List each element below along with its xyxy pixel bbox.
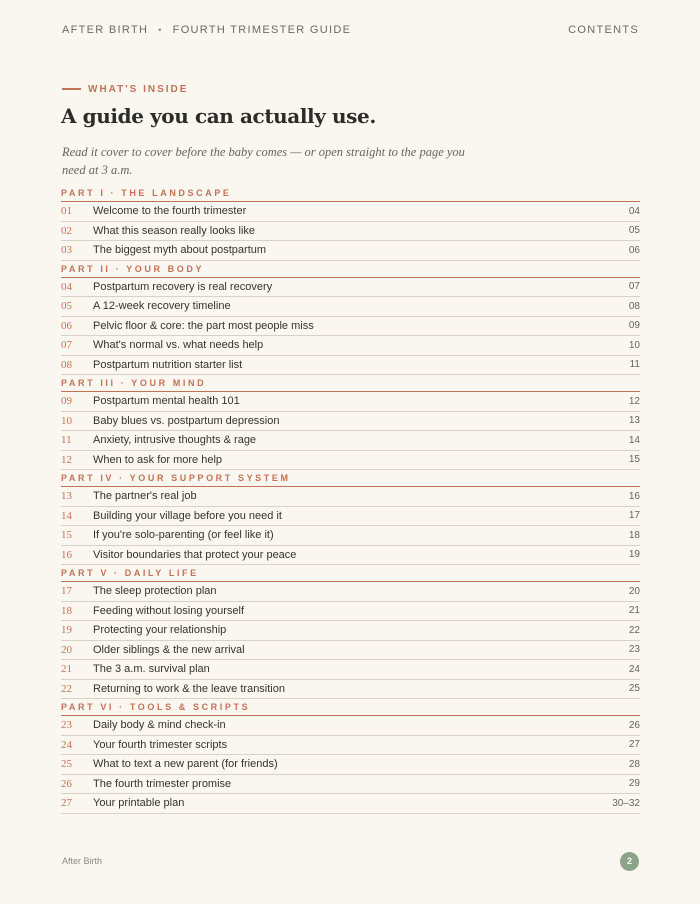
entry-number: 20 (61, 643, 72, 656)
page-title: A guide you can actually use. (61, 104, 376, 128)
entry-page: 19 (628, 549, 640, 561)
toc-entry[interactable] (61, 736, 640, 756)
part-heading: PART V · DAILY LIFE (61, 565, 640, 582)
part-heading: PART I · THE LANDSCAPE (61, 185, 640, 202)
entry-page: 25 (628, 683, 640, 695)
entry-page: 18 (628, 529, 640, 541)
entry-title: Your fourth trimester scripts (93, 738, 228, 751)
header-guide-name: FOURTH TRIMESTER GUIDE (172, 24, 352, 36)
section-eyebrow (62, 83, 188, 95)
entry-title: Postpartum recovery is real recovery (93, 280, 273, 293)
footer-brand: After Birth (62, 856, 103, 866)
toc-entry[interactable] (61, 278, 640, 298)
entry-number: 17 (61, 585, 72, 598)
entry-title: Baby blues vs. postpartum depression (93, 414, 280, 427)
entry-title: Pelvic floor & core: the part most people miss (93, 319, 314, 332)
page-number-badge: 2 (620, 852, 639, 871)
entry-number: 06 (61, 319, 72, 332)
toc-entry[interactable] (61, 660, 640, 680)
entry-title: Protecting your relationship (93, 624, 227, 637)
toc-entry[interactable] (61, 507, 640, 527)
entry-title: The 3 a.m. survival plan (93, 663, 210, 676)
entry-title: The biggest myth about postpartum (93, 244, 267, 257)
entry-page: 04 (628, 205, 640, 217)
header-separator-dot: • (158, 25, 163, 35)
toc-entry[interactable] (61, 775, 640, 795)
entry-page: 14 (628, 434, 640, 446)
toc-entry[interactable] (61, 794, 640, 814)
entry-title: If you're solo-parenting (or feel like it) (93, 529, 274, 542)
entry-number: 18 (61, 604, 72, 617)
entry-page: 06 (628, 244, 640, 256)
entry-number: 04 (61, 280, 72, 293)
entry-number: 25 (61, 758, 72, 771)
toc-entry[interactable] (61, 356, 640, 376)
entry-title: Returning to work & the leave transition (93, 682, 285, 695)
entry-title: What's normal vs. what needs help (93, 339, 264, 352)
entry-title: Anxiety, intrusive thoughts & rage (93, 434, 257, 447)
toc-entry[interactable] (61, 716, 640, 736)
entry-number: 19 (61, 624, 72, 637)
toc-entry[interactable] (61, 336, 640, 356)
entry-title: Older siblings & the new arrival (93, 643, 245, 656)
entry-page: 27 (628, 739, 640, 751)
toc-entry[interactable] (61, 755, 640, 775)
entry-title: The partner's real job (93, 490, 197, 503)
eyebrow-rule (62, 88, 81, 90)
entry-page: 07 (628, 281, 640, 293)
entry-number: 16 (61, 548, 72, 561)
header-brand: AFTER BIRTH (62, 24, 149, 36)
entry-title: Welcome to the fourth trimester (93, 205, 247, 218)
toc-entry[interactable] (61, 680, 640, 700)
entry-number: 15 (61, 529, 72, 542)
entry-page: 17 (628, 510, 640, 522)
entry-number: 01 (61, 205, 72, 218)
entry-number: 11 (61, 434, 72, 447)
entry-page: 28 (628, 758, 640, 770)
entry-page: 26 (628, 719, 640, 731)
entry-number: 09 (61, 395, 72, 408)
header-brand-group (62, 24, 351, 36)
entry-page: 09 (628, 320, 640, 332)
toc-entry[interactable] (61, 241, 640, 261)
toc-entry[interactable] (61, 392, 640, 412)
part-heading: PART II · YOUR BODY (61, 261, 640, 278)
table-of-contents (61, 185, 640, 814)
entry-number: 14 (61, 509, 72, 522)
toc-entry[interactable] (61, 582, 640, 602)
intro-text: Read it cover to cover before the baby comes — or open straight to the page you need at 3 a.m. (62, 145, 465, 177)
eyebrow-label: WHAT'S INSIDE (88, 83, 189, 95)
entry-page: 23 (628, 644, 640, 656)
entry-title: Postpartum mental health 101 (93, 395, 240, 408)
entry-title: Your printable plan (93, 797, 185, 810)
entry-title: What this season really looks like (93, 224, 256, 237)
entry-title: Visitor boundaries that protect your peace (93, 548, 297, 561)
toc-entry[interactable] (61, 202, 640, 222)
entry-page: 20 (628, 585, 640, 597)
toc-entry[interactable] (61, 546, 640, 566)
entry-page: 29 (628, 778, 640, 790)
entry-number: 21 (61, 663, 72, 676)
entry-title: Postpartum nutrition starter list (93, 358, 243, 371)
entry-title: A 12-week recovery timeline (93, 300, 231, 313)
entry-page: 13 (628, 415, 640, 427)
contents-link[interactable]: CONTENTS (568, 24, 639, 36)
entry-page: 24 (628, 663, 640, 675)
entry-page: 05 (628, 225, 640, 237)
entry-title: What to text a new parent (for friends) (93, 758, 278, 771)
entry-number: 24 (61, 738, 72, 751)
entry-page: 11 (629, 359, 640, 371)
entry-number: 10 (61, 414, 72, 427)
toc-entry[interactable] (61, 641, 640, 661)
entry-page: 10 (628, 339, 640, 351)
entry-number: 03 (61, 244, 72, 257)
toc-entry[interactable] (61, 317, 640, 337)
toc-entry[interactable] (61, 451, 640, 471)
entry-title: When to ask for more help (93, 453, 223, 466)
entry-number: 05 (61, 300, 72, 313)
entry-page: 22 (628, 624, 640, 636)
entry-number: 27 (61, 797, 72, 810)
entry-title: Building your village before you need it (93, 509, 282, 522)
toc-entry[interactable] (61, 297, 640, 317)
entry-number: 22 (61, 682, 72, 695)
entry-page: 08 (628, 300, 640, 312)
entry-number: 13 (61, 490, 72, 503)
entry-number: 26 (61, 777, 72, 790)
toc-entry[interactable] (61, 412, 640, 432)
entry-number: 23 (61, 719, 72, 732)
toc-entry[interactable] (61, 222, 640, 242)
toc-entry[interactable] (61, 621, 640, 641)
part-heading: PART VI · TOOLS & SCRIPTS (61, 699, 640, 716)
entry-title: Daily body & mind check-in (93, 719, 226, 732)
entry-page: 16 (628, 490, 640, 502)
toc-entry[interactable] (61, 487, 640, 507)
toc-entry[interactable] (61, 526, 640, 546)
entry-number: 02 (61, 224, 72, 237)
toc-entry[interactable] (61, 602, 640, 622)
entry-page: 12 (628, 395, 640, 407)
entry-title: The sleep protection plan (93, 585, 217, 598)
entry-number: 07 (61, 339, 72, 352)
part-heading: PART IV · YOUR SUPPORT SYSTEM (61, 470, 640, 487)
entry-number: 08 (61, 358, 72, 371)
entry-page: 21 (628, 605, 640, 617)
entry-number: 12 (61, 453, 72, 466)
entry-title: The fourth trimester promise (93, 777, 232, 790)
entry-title: Feeding without losing yourself (93, 604, 245, 617)
part-heading: PART III · YOUR MIND (61, 375, 640, 392)
toc-entry[interactable] (61, 431, 640, 451)
entry-page: 15 (628, 454, 640, 466)
running-header (62, 23, 639, 37)
entry-page: 30–32 (612, 797, 640, 809)
